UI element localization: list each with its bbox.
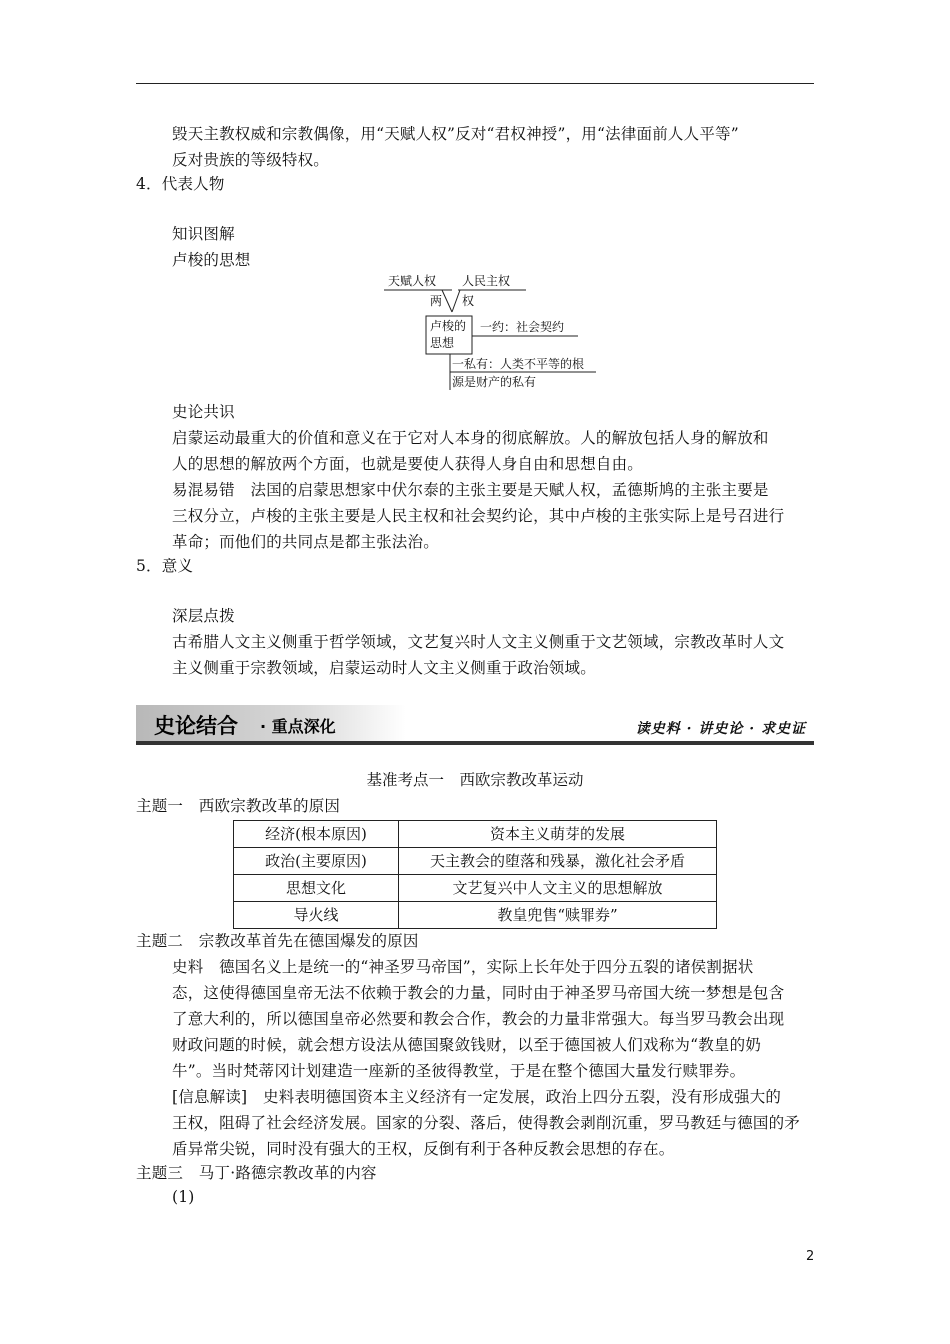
label-consensus: 史论共识 [172, 403, 235, 421]
table-row [234, 848, 717, 875]
source-line: 了意大利的，所以德国皇帝必然要和教会合作，教会的力量非常强大。每当罗马教会出现 [172, 1010, 785, 1028]
source-line: 态，这使得德国皇帝无法不依赖于教会的力量，同时由于神圣罗马帝国大统一梦想是包含 [172, 984, 785, 1002]
diagram-center-1: 卢梭的 [430, 319, 467, 333]
table-cell: 教皇兜售“赎罪券” [399, 902, 717, 929]
source-line: [信息解读] 史料表明德国资本主义经济有一定发展，政治上四分五裂，没有形成强大的 [172, 1088, 782, 1106]
source-line: 王权，阻碍了社会经济发展。国家的分裂、落后，使得教会剥削沉重，罗马教廷与德国的矛 [172, 1114, 801, 1132]
theme-2-heading: 主题二 宗教改革首先在德国爆发的原因 [136, 932, 419, 950]
text-line: 反对贵族的等级特权。 [172, 151, 330, 169]
table-cell: 导火线 [234, 902, 399, 929]
theme-1-heading: 主题一 西欧宗教改革的原因 [136, 797, 341, 815]
text-line: 人的思想的解放两个方面，也就是要使人获得人身自由和思想自由。 [172, 455, 644, 473]
banner-right-text: 读史料 · 讲史论 · 求史证 [635, 721, 806, 737]
section-heading-5: 5．意义 [136, 557, 194, 575]
table-row [234, 875, 717, 902]
section-heading-4: 4．代表人物 [136, 175, 225, 193]
text-line: 革命；而他们的共同点是都主张法治。 [172, 533, 439, 551]
text-line: 主义侧重于宗教领域，启蒙运动时人文主义侧重于政治领域。 [172, 659, 596, 677]
table-cell: 思想文化 [234, 875, 399, 902]
header-rule [136, 83, 814, 84]
source-line: 牛”。当时梵蒂冈计划建造一座新的圣彼得教堂，于是在整个德国大量发行赎罪券。 [172, 1062, 746, 1080]
diagram-top-right: 人民主权 [462, 274, 511, 288]
diagram-quan: 权 [462, 294, 475, 308]
banner-title: 史论结合 [154, 714, 238, 738]
table-cell: 文艺复兴中人文主义的思想解放 [399, 875, 717, 902]
causes-table [233, 820, 717, 929]
table-cell: 经济(根本原因) [234, 821, 399, 848]
table-cell: 政治(主要原因) [234, 848, 399, 875]
source-line: 盾异常尖锐，同时没有强大的王权，反倒有利于各种反教会思想的存在。 [172, 1140, 675, 1158]
table-row [234, 902, 717, 929]
theme-3-heading: 主题三 马丁·路德宗教改革的内容 [136, 1164, 377, 1182]
diagram-right-branch: 一约：社会契约 [480, 320, 565, 334]
diagram-liang: 两 [430, 294, 443, 308]
banner-subtitle: · 重点深化 [260, 717, 336, 736]
section-banner [136, 705, 814, 745]
source-line: 财政问题的时候，就会想方设法从德国聚敛钱财，以至于德国被人们戏称为“教皇的奶 [172, 1036, 762, 1054]
page-number: 2 [806, 1249, 815, 1264]
label-rousseau-thought: 卢梭的思想 [172, 251, 251, 269]
diagram-bottom-1: 一私有：人类不平等的根 [452, 357, 585, 371]
text-line: 启蒙运动最重大的价值和意义在于它对人本身的彻底解放。人的解放包括人身的解放和 [172, 429, 769, 447]
text-line: 毁天主教权威和宗教偶像，用“天赋人权”反对“君权神授”，用“法律面前人人平等” [172, 125, 739, 143]
text-line: 古希腊人文主义侧重于哲学领域，文艺复兴时人文主义侧重于文艺领域，宗教改革时人文 [172, 633, 785, 651]
section-heading: 基准考点一 西欧宗教改革运动 [366, 771, 584, 789]
diagram-bottom-2: 源是财产的私有 [452, 375, 537, 389]
text-line: 三权分立，卢梭的主张主要是人民主权和社会契约论，其中卢梭的主张实际上是号召进行 [172, 507, 785, 525]
diagram-top-left: 天赋人权 [388, 274, 437, 288]
label-deep-insight: 深层点拨 [172, 607, 235, 625]
item-1: (1) [172, 1188, 195, 1206]
table-row [234, 821, 717, 848]
source-line: 史料 德国名义上是统一的“神圣罗马帝国”，实际上长年处于四分五裂的诸侯割据状 [172, 958, 754, 976]
rousseau-diagram [382, 272, 602, 394]
text-line: 易混易错 法国的启蒙思想家中伏尔泰的主张主要是天赋人权，孟德斯鸠的主张主要是 [172, 481, 769, 499]
diagram-center-2: 思想 [430, 336, 455, 350]
label-knowledge-diagram: 知识图解 [172, 225, 235, 243]
table-cell: 天主教会的堕落和残暴，激化社会矛盾 [399, 848, 717, 875]
table-cell: 资本主义萌芽的发展 [399, 821, 717, 848]
